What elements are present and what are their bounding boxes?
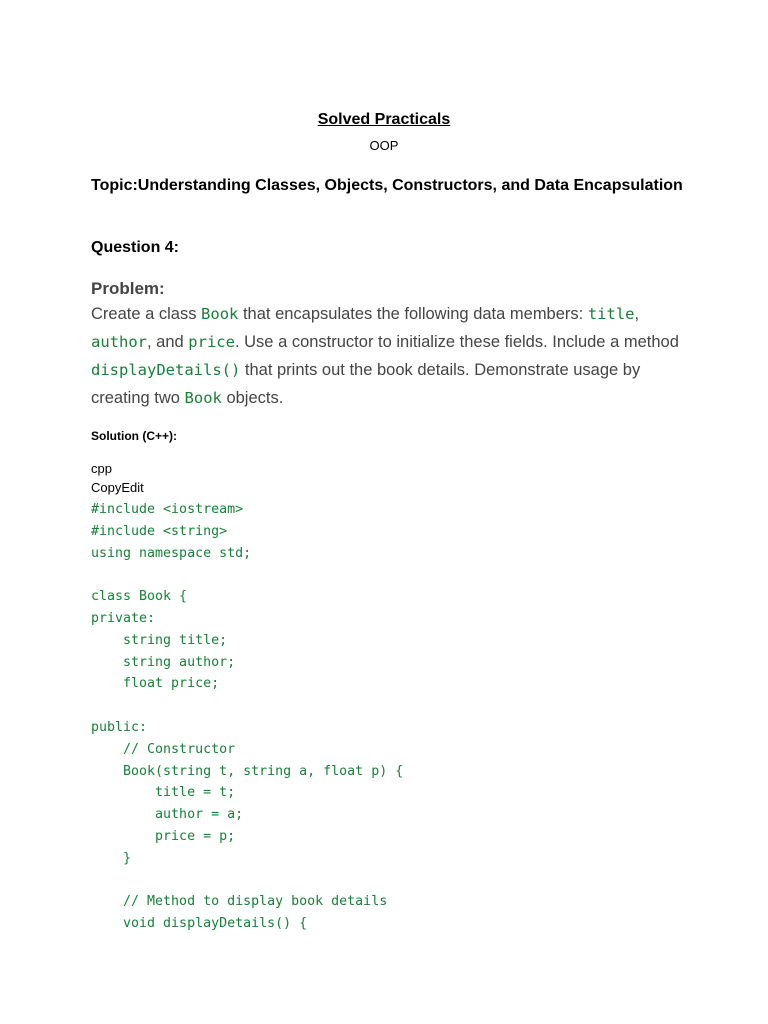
inline-code: Book [184, 389, 222, 407]
code-line: price = p; [91, 828, 236, 844]
inline-code: author [91, 333, 147, 351]
solution-heading: Solution (C++): [91, 429, 177, 443]
code-line: using namespace std; [91, 545, 252, 561]
code-line: float price; [91, 676, 220, 692]
document-subtitle: OOP [369, 138, 399, 153]
problem-text-segment: , and [147, 333, 189, 351]
code-line: private: [91, 610, 156, 626]
code-line: string author; [91, 654, 236, 670]
problem-text-segment: that prints out the book details. Demonstrate usage by creating two [91, 361, 641, 407]
code-line: #include <iostream> [91, 502, 244, 517]
code-line [91, 695, 403, 717]
copy-edit-button[interactable]: CopyEdit [91, 480, 144, 495]
inline-code: title [587, 305, 635, 323]
code-line: string title; [91, 632, 228, 648]
code-language-label: cpp [91, 461, 112, 476]
problem-text-segment: objects. [221, 389, 284, 407]
code-line: class Book { [91, 589, 188, 605]
inline-code: Book [201, 305, 239, 323]
code-line [91, 870, 403, 892]
code-line: public: [91, 719, 148, 735]
document-title: Solved Practicals [317, 111, 451, 128]
code-line: #include <string> [91, 523, 228, 539]
code-line: author = a; [91, 807, 244, 823]
code-line [91, 564, 403, 586]
topic-heading: Topic:Understanding Classes, Objects, Constructors, and Data Encapsulation [91, 177, 683, 194]
question-heading: Question 4: [91, 239, 180, 256]
code-line: title = t; [91, 785, 236, 801]
code-block [91, 499, 403, 935]
problem-text-segment: Create a class [91, 305, 202, 323]
code-line: // Method to display book details [91, 894, 388, 910]
problem-heading: Problem: [91, 279, 165, 298]
code-line: // Constructor [91, 741, 236, 757]
problem-text-segment: that encapsulates the following data members: [238, 305, 588, 323]
problem-text-segment: . Use a constructor to initialize these fields. Include a method [234, 333, 679, 351]
code-line: } [91, 850, 132, 866]
inline-code: displayDetails() [91, 361, 241, 379]
problem-statement [91, 300, 691, 412]
problem-text-segment: , [634, 305, 640, 323]
code-line: void displayDetails() { [91, 916, 308, 932]
code-line: Book(string t, string a, float p) { [91, 763, 404, 779]
inline-code: price [188, 333, 235, 351]
